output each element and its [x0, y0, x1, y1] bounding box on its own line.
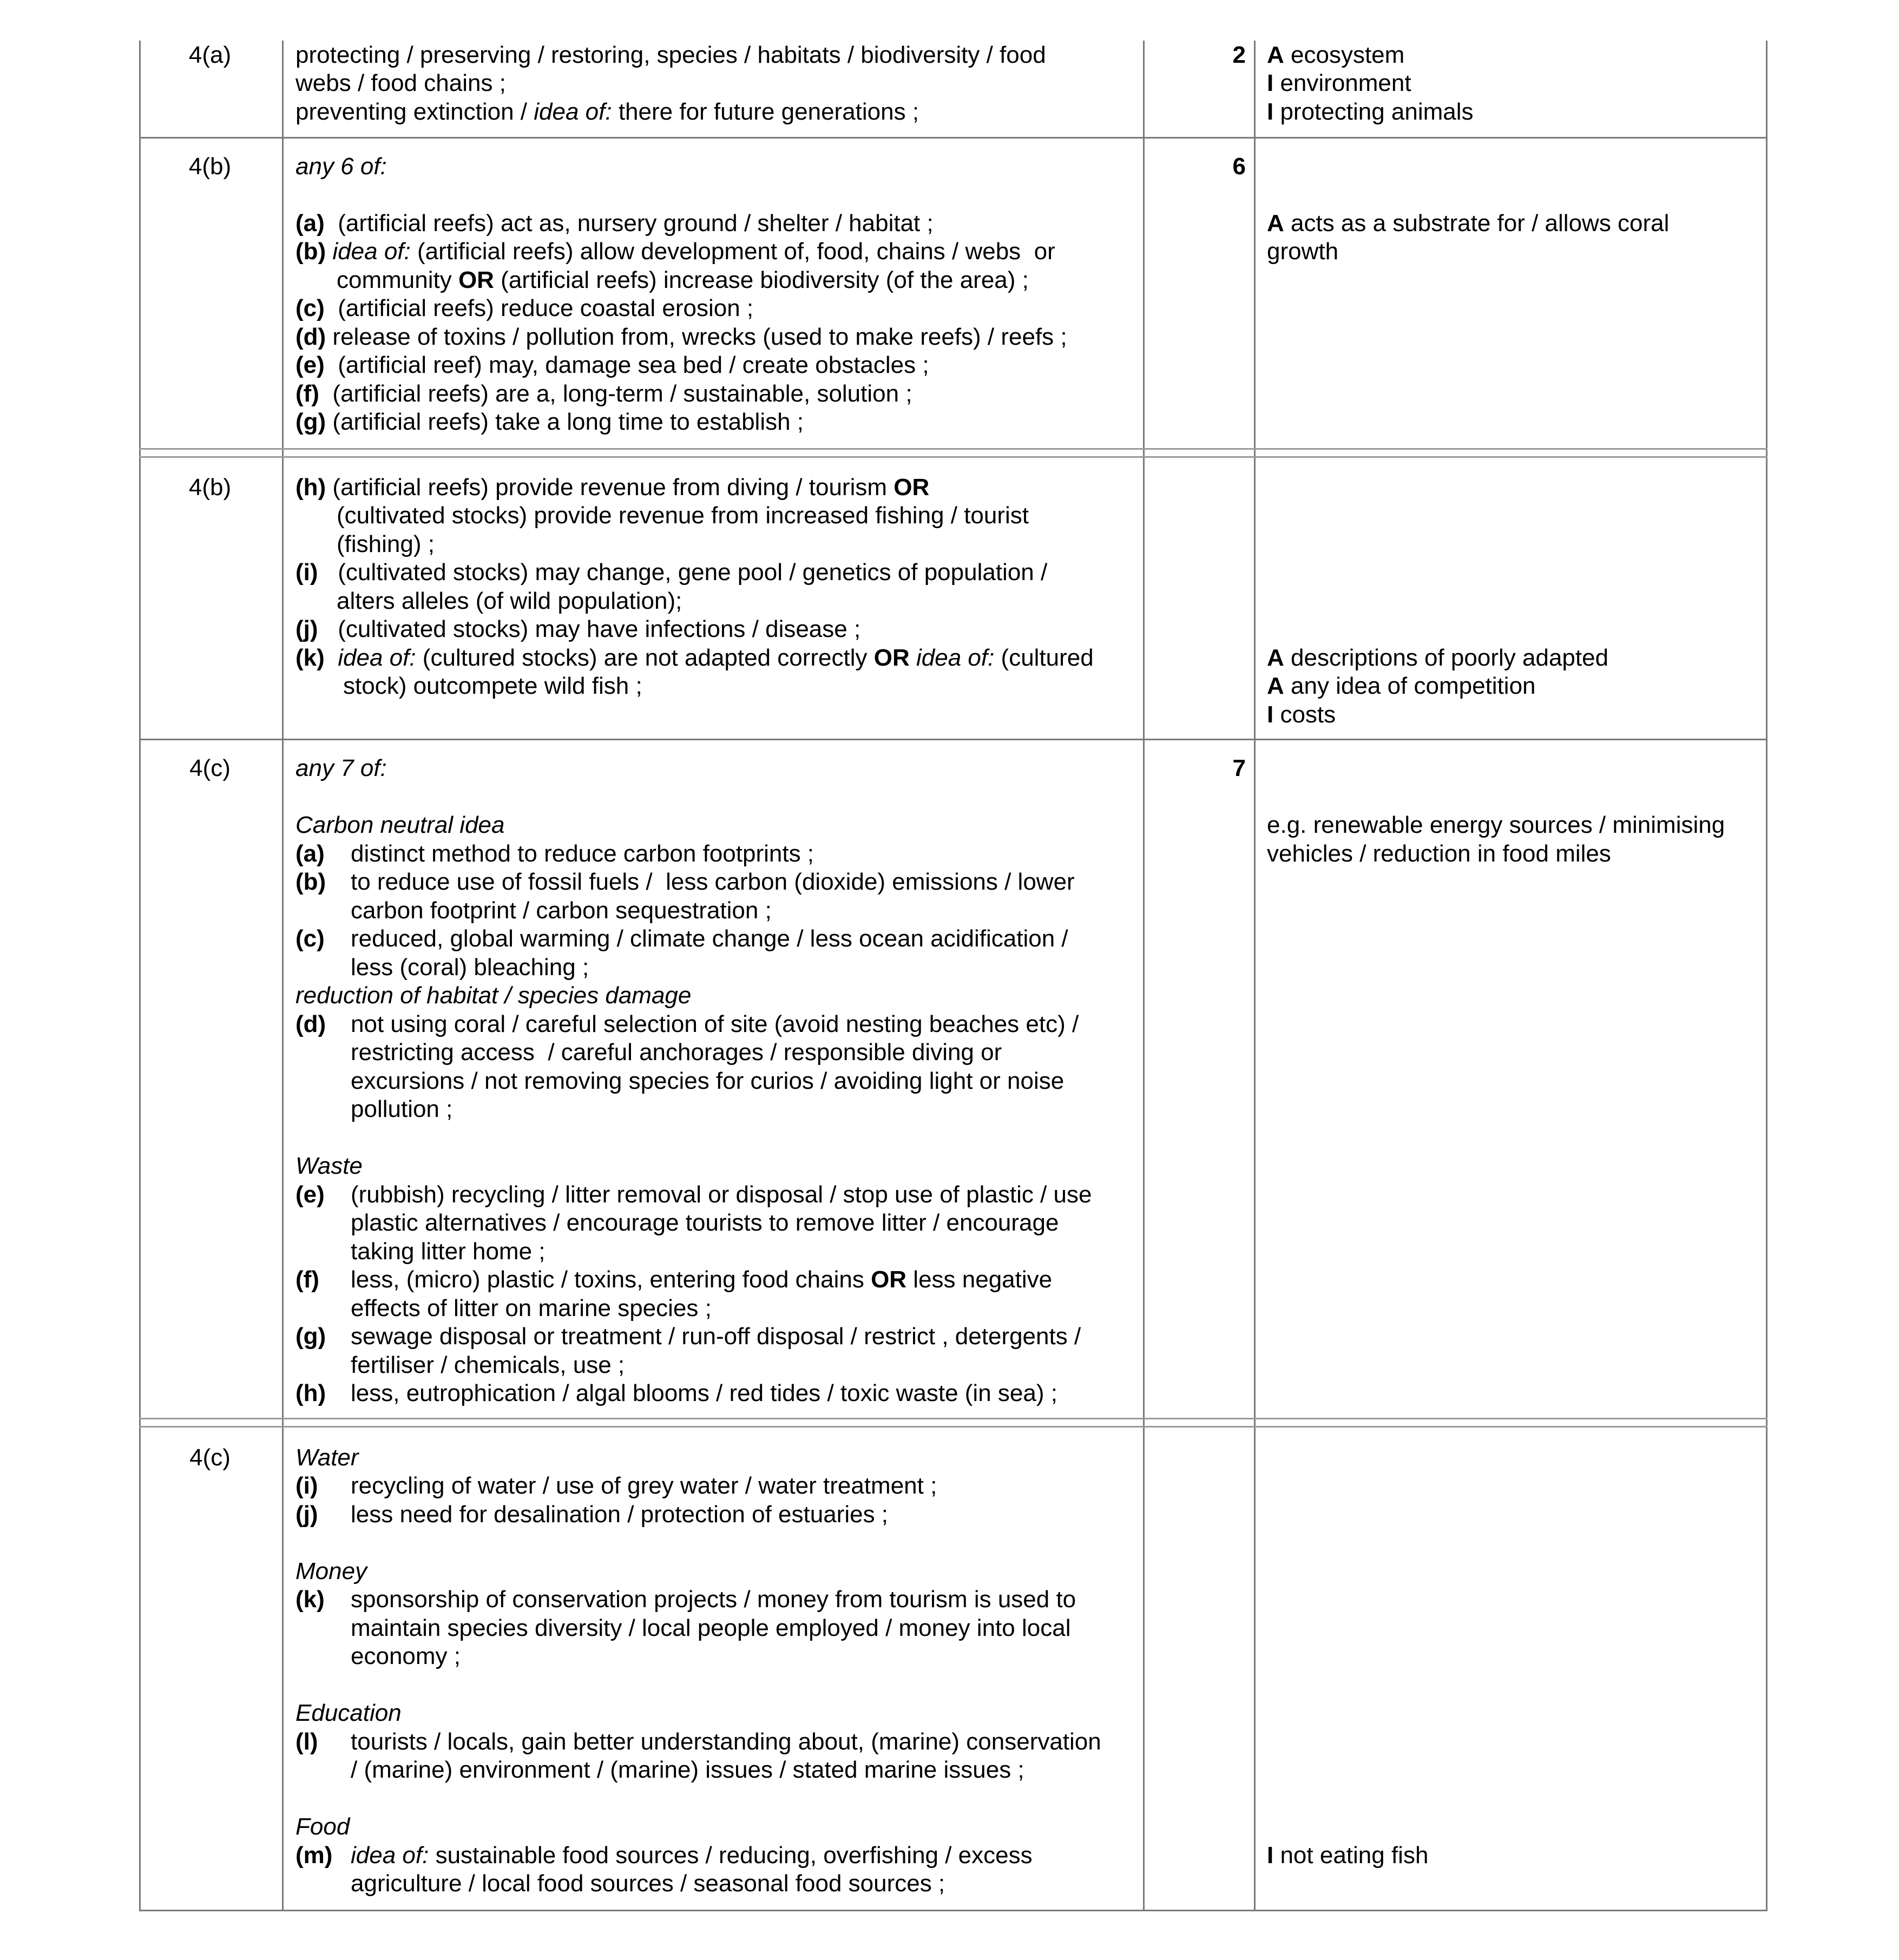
- answer-point-continued: community OR (artificial reefs) increase biodiversity (of the area) ;: [337, 267, 1029, 293]
- answer-point: (c): [295, 925, 325, 952]
- answer-point-text: effects of litter on marine species ;: [351, 1295, 712, 1321]
- answer-point-text: / (marine) environment / (marine) issues / stated marine issues ;: [351, 1757, 1024, 1783]
- guidance-line: I protecting animals: [1267, 98, 1474, 125]
- table-border-right: [1766, 41, 1767, 1911]
- answer-point-text: maintain species diversity / local people employed / money into local: [351, 1615, 1071, 1641]
- guidance-line: e.g. renewable energy sources / minimising: [1267, 812, 1725, 838]
- answer-point: (f): [295, 1266, 319, 1293]
- answer-point-text: reduced, global warming / climate change / less ocean acidification /: [351, 925, 1068, 952]
- answer-point: (i) (cultivated stocks) may change, gene pool / genetics of population /: [295, 559, 1048, 586]
- guidance-line: I environment: [1267, 70, 1411, 96]
- answer-point-text: sewage disposal or treatment / run-off disposal / restrict , detergents /: [351, 1323, 1081, 1350]
- answer-point-text: not using coral / careful selection of site (avoid nesting beaches etc) /: [351, 1011, 1079, 1037]
- answer-point-text: carbon footprint / carbon sequestration ;: [351, 897, 772, 924]
- answer-point: (j): [295, 1501, 318, 1528]
- answer-point: (e) (artificial reef) may, damage sea bed / create obstacles ;: [295, 352, 929, 378]
- sub-heading: reduction of habitat / species damage: [295, 982, 692, 1009]
- mark-value: 2: [1232, 42, 1246, 68]
- answer-point-text: fertiliser / chemicals, use ;: [351, 1352, 625, 1378]
- table-border-left: [139, 41, 141, 1911]
- answer-point: (g) (artificial reefs) take a long time to establish ;: [295, 409, 804, 435]
- answer-point-continued: stock) outcompete wild fish ;: [343, 673, 642, 699]
- sub-heading: Carbon neutral idea: [295, 812, 505, 838]
- answer-line: preventing extinction / idea of: there for future generations ;: [295, 98, 919, 125]
- answer-point: (l): [295, 1728, 318, 1755]
- answer-point-text: to reduce use of fossil fuels / less carbon (dioxide) emissions / lower: [351, 869, 1075, 895]
- question-number: 4(b): [188, 474, 232, 501]
- answer-point-text: distinct method to reduce carbon footprints ;: [351, 840, 814, 867]
- answer-point-text: less, (micro) plastic / toxins, entering food chains OR less negative: [351, 1266, 1053, 1293]
- page-break-divider: [139, 448, 1767, 458]
- guidance-line: growth: [1267, 238, 1339, 265]
- answer-point-text: sponsorship of conservation projects / money from tourism is used to: [351, 1586, 1076, 1613]
- answer-point-text: recycling of water / use of grey water / water treatment ;: [351, 1472, 937, 1499]
- answer-point: (b): [295, 869, 326, 895]
- answer-point: (d) release of toxins / pollution from, wrecks (used to make reefs) / reefs ;: [295, 324, 1067, 350]
- answer-point-text: tourists / locals, gain better understanding about, (marine) conservation: [351, 1728, 1101, 1755]
- answer-intro: any 6 of:: [295, 153, 387, 180]
- page-break-divider: [139, 1418, 1767, 1428]
- answer-intro: any 7 of:: [295, 755, 387, 781]
- guidance-line: A ecosystem: [1267, 42, 1405, 68]
- answer-point: (f) (artificial reefs) are a, long-term / sustainable, solution ;: [295, 380, 912, 407]
- guidance-line: A any idea of competition: [1267, 673, 1536, 699]
- answer-point-text: plastic alternatives / encourage tourists to remove litter / encourage: [351, 1209, 1059, 1236]
- column-divider-answer: [1143, 41, 1145, 1911]
- answer-point: (m): [295, 1842, 333, 1869]
- answer-point: (k) idea of: (cultured stocks) are not adapted correctly OR idea of: (cultured: [295, 644, 1094, 671]
- answer-line: protecting / preserving / restoring, species / habitats / biodiversity / food: [295, 42, 1046, 68]
- question-number: 4(c): [189, 1444, 231, 1471]
- answer-point: (h): [295, 1380, 326, 1406]
- answer-point: (j) (cultivated stocks) may have infections / disease ;: [295, 616, 861, 642]
- answer-point: (k): [295, 1586, 325, 1613]
- answer-point: (g): [295, 1323, 326, 1350]
- row-divider: [139, 739, 1767, 740]
- sub-heading: Water: [295, 1444, 359, 1471]
- answer-point-text: taking litter home ;: [351, 1238, 546, 1265]
- answer-line: webs / food chains ;: [295, 70, 506, 96]
- answer-point-continued: (cultivated stocks) provide revenue from increased fishing / tourist: [337, 502, 1029, 529]
- column-divider-question: [282, 41, 284, 1911]
- sub-heading: Waste: [295, 1153, 363, 1179]
- answer-point-text: agriculture / local food sources / seasonal food sources ;: [351, 1870, 945, 1897]
- answer-point-text: less need for desalination / protection of estuaries ;: [351, 1501, 889, 1528]
- answer-point-text: less (coral) bleaching ;: [351, 954, 589, 981]
- answer-point-text: economy ;: [351, 1643, 461, 1669]
- answer-point-text: idea of: sustainable food sources / reducing, overfishing / excess: [351, 1842, 1033, 1869]
- sub-heading: Food: [295, 1813, 350, 1840]
- guidance-line: vehicles / reduction in food miles: [1267, 840, 1611, 867]
- sub-heading: Education: [295, 1700, 402, 1726]
- question-number: 4(a): [188, 42, 232, 68]
- answer-point: (h) (artificial reefs) provide revenue from diving / tourism OR: [295, 474, 930, 501]
- question-number: 4(c): [189, 755, 231, 781]
- answer-point: (i): [295, 1472, 318, 1499]
- answer-point-continued: (fishing) ;: [337, 531, 435, 557]
- row-divider: [139, 137, 1767, 139]
- guidance-line: I not eating fish: [1267, 1842, 1429, 1869]
- answer-point-continued: alters alleles (of wild population);: [337, 588, 682, 614]
- guidance-line: I costs: [1267, 701, 1336, 728]
- answer-point-text: excursions / not removing species for curios / avoiding light or noise: [351, 1068, 1065, 1094]
- answer-point: (a): [295, 840, 325, 867]
- table-bottom-border: [139, 1910, 1767, 1911]
- answer-point-text: (rubbish) recycling / litter removal or disposal / stop use of plastic / use: [351, 1181, 1092, 1208]
- guidance-line: A descriptions of poorly adapted: [1267, 644, 1609, 671]
- answer-point: (a) (artificial reefs) act as, nursery ground / shelter / habitat ;: [295, 210, 934, 236]
- guidance-line: A acts as a substrate for / allows coral: [1267, 210, 1670, 236]
- answer-point: (d): [295, 1011, 326, 1037]
- answer-point-text: pollution ;: [351, 1096, 453, 1122]
- sub-heading: Money: [295, 1558, 367, 1584]
- answer-point: (e): [295, 1181, 325, 1208]
- mark-value: 6: [1232, 153, 1246, 180]
- answer-point-text: less, eutrophication / algal blooms / red tides / toxic waste (in sea) ;: [351, 1380, 1057, 1406]
- question-number: 4(b): [188, 153, 232, 180]
- answer-point-text: restricting access / careful anchorages / responsible diving or: [351, 1039, 1002, 1065]
- answer-point: (b) idea of: (artificial reefs) allow development of, food, chains / webs or: [295, 238, 1055, 265]
- answer-point: (c) (artificial reefs) reduce coastal erosion ;: [295, 295, 754, 321]
- column-divider-marks: [1254, 41, 1256, 1911]
- mark-value: 7: [1232, 755, 1246, 781]
